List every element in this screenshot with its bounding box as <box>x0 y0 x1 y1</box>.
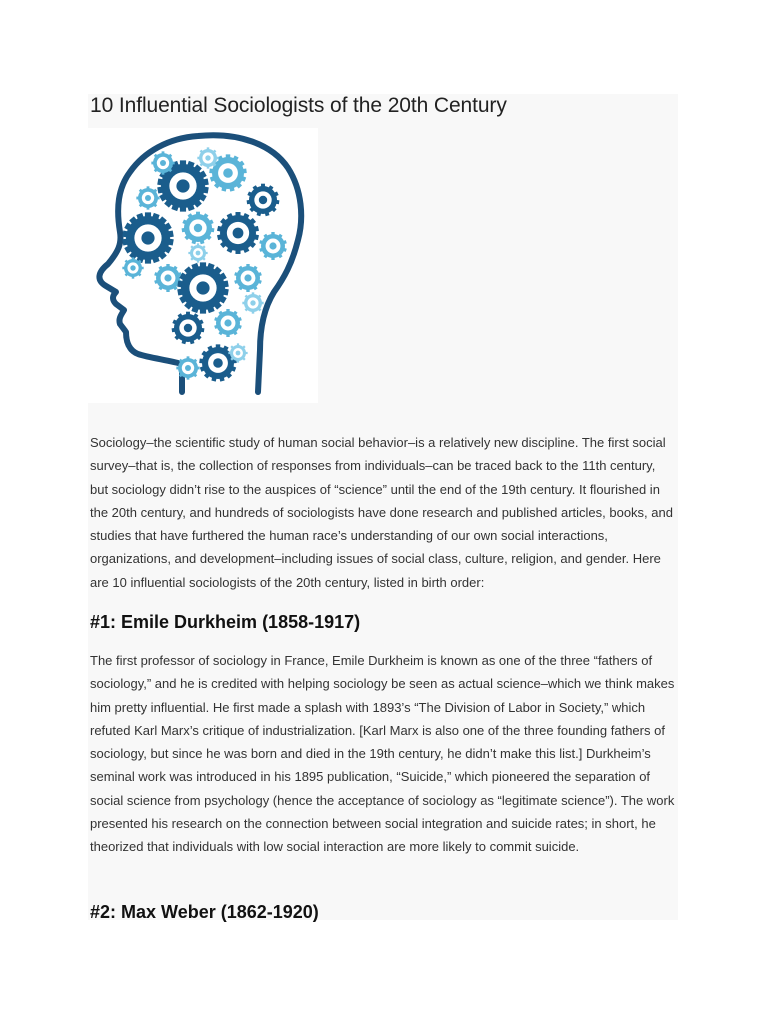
article-title: 10 Influential Sociologists of the 20th Century <box>90 94 507 117</box>
intro-paragraph: Sociology–the scientific study of human social behavior–is a relatively new discipline. The first social survey–that is, the collection of responses from individuals–can be traced back to the 11th century, but sociology didn’t rise to the auspices of “science” until the end of the 19th century. It flourished in the 20th century, and hundreds of sociologists have done research and published articles, books, and studies that have furthered the human race’s understanding of our own social interactions, organizations, and development–including issues of social class, culture, religion, and gender. Here are 10 influential sociologists of the 20th century, listed in birth order: <box>90 435 673 590</box>
head-with-gears-icon <box>88 128 318 403</box>
head-with-gears-icon <box>88 128 318 403</box>
section-heading-weber: #2: Max Weber (1862-1920) <box>90 902 319 922</box>
section-body-durkheim: The first professor of sociology in France, Emile Durkheim is known as one of the three “fathers of sociology,” and he is credited with helping sociology be seen as actual science–which we think makes him pretty influential. He first made a splash with 1893’s “The Division of Labor in Society,” which refuted Karl Marx’s critique of industrialization. [Karl Marx is also one of the three founding fathers of sociology, but since he was born and died in the 19th century, he didn’t make this list.] Durkheim’s seminal work was introduced in his 1895 publication, “Suicide,” which pioneered the separation of social science from psychology (hence the acceptance of sociology as “legitimate science”). The work presented his research on the connection between social integration and suicide rates; in short, he theorized that individuals with low social interaction are more likely to commit suicide. <box>90 653 675 855</box>
section-heading-durkheim: #1: Emile Durkheim (1858-1917) <box>90 612 361 632</box>
document-page <box>88 94 678 920</box>
